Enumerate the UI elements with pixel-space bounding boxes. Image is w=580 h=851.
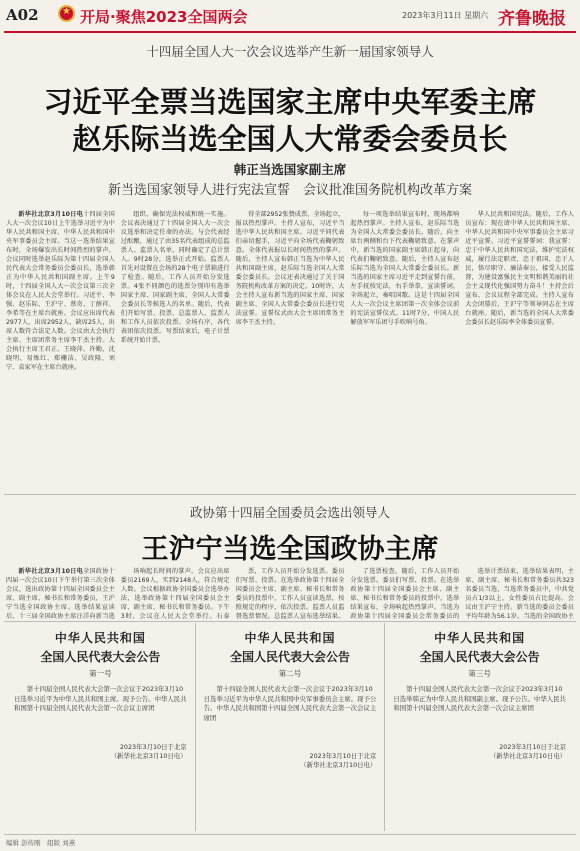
story2-headline: 王沪宁当选全国政协主席 <box>141 534 439 565</box>
story2-column: 选举计票结束，选举结果表明，主席、副主席、秘书长和常务委员共323名委员当选，当选常务委员中，中共党员占1/3以上，女性委员占比提高。会议由王沪宁主持。新当选的委员会委员平均年龄为56.1岁。当选的全国政协主 <box>465 568 574 619</box>
story2-body <box>6 567 574 619</box>
announcement-date: 2023年3月10日于北京 <box>499 742 567 751</box>
national-emblem-icon <box>58 5 75 22</box>
story2-column: 票，工作人员开始分发选票。委员们写票、投票。在选举政协第十四届全国委员会主席、副主席、秘书长和常务委员的投票中，工作人员宣读选票，按照规定的程序，依次投票。监票人员监督选票情况。总监票人宣布选举结果。 <box>235 568 345 619</box>
announcement-title: 中华人民共和国 <box>244 631 336 645</box>
story2-column: 了选票检查。随后，工作人员开始分发选票。委员们写票、投票。在选举政协第十四届全国委员会主席、副主席、秘书长和常务委员的投票中，选举结果宣布，全场响起热烈掌声。当选为政协第十四届全国委员会常务委员的 <box>350 568 460 619</box>
story1-column: 华人民共和国宪法。随后，工作人员宣布：现在请中华人民共和国主席、中华人民共和国中央军事委员会主席习近平宣誓。习近平宣誓誓词：我宣誓：忠于中华人民共和国宪法，维护宪法权威，履行法定职责，忠于祖国、忠于人民，恪尽职守、廉洁奉公，接受人民监督，为建设富强民主文明和谐美丽的社会主义现代化强国努力奋斗！主持会后宣布，会议议程全部完成。主持人宣布大会闭幕后，王沪宁等领导同志在主席台就座。随后，新当选的全国人大常委会委员长赵乐际率全体委员宣誓。 <box>465 211 574 326</box>
announcement-title: 全国人民代表大会公告 <box>419 650 540 664</box>
story1-column: 每一项选举结果宣布时，现场都响起热烈掌声。主持人宣布，赵乐际当选为全国人大常委会委员长。随后，向主席台两侧和台下代表鞠躬致意。在掌声中，新当选的国家副主席韩正起身，向代表们鞠躬致意。随后，主持人宣布赵乐际当选为全国人大常委会委员长。新当选的国家主席习近平走到宣誓台前，左手抚按宪法，右手举拳，宣读誓词。全场起立，奏唱国歌。这是十四届全国人大一次会议主席团第一次全体会议前的宪法宣誓仪式。11时7分，中国人民解放军军乐团号手吹响号角。 <box>350 211 460 326</box>
announcement-3 <box>385 623 574 831</box>
section-divider <box>4 494 576 495</box>
announcement-title: 中华人民共和国 <box>54 631 146 645</box>
story1-column: 新华社北京3月10日电十四届全国人大一次会议10日上午选举习近平为中华人民共和国主席、中华人民共和国中央军事委员会主席。当这一选举结果宣布时，全场爆发出长时间热烈的掌声。会议同时选举赵乐际为第十四届全国人民代表大会常务委员会委员长，选举韩正为中华人民共和国副主席。上午9时，十四届全国人大一次会议第三次全体会议在人民大会堂举行。习近平、李强、赵乐际、王沪宁、蔡奇、丁薛祥、李希等在主席台就座。会议应出席代表2977人，出席2952人，缺席25人，出席人数符合法定人数。会议由大会执行主席、主席团常务主席李干杰主持。大会执行主席王君正、王晓萍、许勤、沈晓明、易炼红、郑栅洁、吴政隆、刘宁、袁家军在主席台就座。 <box>6 211 115 371</box>
story1-kicker: 十四届全国人大一次会议选举产生新一届国家领导人 <box>146 44 434 59</box>
story1-subheadline: 韩正当选国家副主席 <box>233 162 347 177</box>
section-title: 开局·聚焦2023全国两会 <box>80 8 248 26</box>
story1-headline-1: 习近平全票当选国家主席中央军委主席 <box>43 85 537 119</box>
announcement-number: 第一号 <box>89 669 112 678</box>
announcement-body: 第十四届全国人民代表大会第一次会议于2023年3月10日选举韩正为中华人民共和国副主席。现予公告。中华人民共和国第十四届全国人民代表大会第一次会议主席团 <box>393 685 566 712</box>
announcement-number: 第二号 <box>278 669 302 678</box>
editor-credit: 编辑 彭传刚 组版 刘燕 <box>6 839 76 847</box>
story2-kicker: 政协第十四届全国委员会选出领导人 <box>189 505 390 520</box>
story1-column: 组织，确保宪法权威和统一实施。会议表决通过了十四届全国人大一次会议选举和决定任命的办法。与会代表经过酝酿，通过了由35名代表组成的总监票人、监票人名单，同时确定了总计票人。9时28分，选举正式开始。监票人首先对设置在会场的28个电子票箱进行了检查。随后，工作人员开始分发选票。4张不同颜色的选票分别印有选举国家主席、国家副主席、全国人大常委会委员长等候选人的名单。随后，代表们开始写票、投票，总监票人、监票人和工作人员依次投票。全场有序，各代表团依次投票。写票结束后，电子计票系统开始计票。 <box>120 211 230 344</box>
announcements <box>6 623 574 831</box>
story2-column: 场响起长时间的掌声。会议应出席委员2169人，实到2148人，符合规定人数。会议根据政协全国委员会选举办法，选举政协第十四届全国委员会主席、副主席、秘书长和常务委员。下午3时，会议在人民大会堂举行。石泰 <box>120 568 230 619</box>
announcement-title: 全国人民代表大会公告 <box>230 650 351 664</box>
announcement-body: 第十四届全国人民代表大会第一次会议于2023年3月10日选举习近平为中华人民共和国中央军事委员会主席。现予公告。中华人民共和国第十四届全国人民代表大会第一次会议主席团 <box>203 685 377 722</box>
announcement-date: 2023年3月10日于北京 <box>119 742 187 751</box>
announcement-date: 2023年3月10日于北京 <box>309 752 377 760</box>
story1-body <box>6 210 574 485</box>
story1-deck: 新当选国家领导人进行宪法宣誓 会议批准国务院机构改革方案 <box>107 183 472 198</box>
announcement-1 <box>6 623 196 831</box>
newspaper-logo: 齐鲁晚报 <box>498 9 566 29</box>
footer-divider <box>4 834 576 835</box>
issue-date: 2023年3月11日 星期六 <box>402 11 489 20</box>
story2-column: 新华社北京3月10日电全国政协十四届一次会议10日下午举行第三次全体会议，选出政协第十四届全国委员会主席、副主席、秘书长和常务委员，王沪宁当选全国政协主席。选举结果宣读后，十三届全国政协主席汪洋向新当选 <box>6 568 115 619</box>
announcement-source: （新华社北京3月10日电） <box>300 761 377 769</box>
announcement-number: 第三号 <box>468 669 491 678</box>
announcement-title: 全国人民代表大会公告 <box>40 650 161 664</box>
announcement-source: （新华社北京3月10日电） <box>489 751 567 760</box>
header-divider <box>4 31 576 33</box>
story1-headline-2: 赵乐际当选全国人大常委会委员长 <box>72 122 508 156</box>
notices-divider <box>4 621 576 622</box>
page-number: A02 <box>6 6 39 24</box>
announcement-body: 第十四届全国人民代表大会第一次会议于2023年3月10日选举习近平为中华人民共和国主席。现予公告。中华人民共和国第十四届全国人民代表大会第一次会议主席团 <box>14 685 187 712</box>
announcement-source: （新华社北京3月10日电） <box>110 751 187 760</box>
story1-column: 得全部2952张赞成票，全场起立，报以热烈掌声。主持人宣布，习近平当选中华人民共和国主席。习近平同代表们亲切握手，习近平向全场代表鞠躬致意。全体代表报以长时间热烈的掌声。随后，主持人宣布韩正当选为中华人民共和国副主席，赵乐际当选全国人大常委会委员长。会议还表决通过了关于国务院机构改革方案的决定。10时许，大会主持人宣布新当选的国家主席、国家副主席、全国人大常委会委员长进行宪法宣誓。宣誓仪式由大会主席团常务主席李干杰主持。 <box>235 211 345 326</box>
announcement-2 <box>196 623 386 831</box>
page-header <box>0 0 580 30</box>
announcement-title: 中华人民共和国 <box>434 631 526 645</box>
